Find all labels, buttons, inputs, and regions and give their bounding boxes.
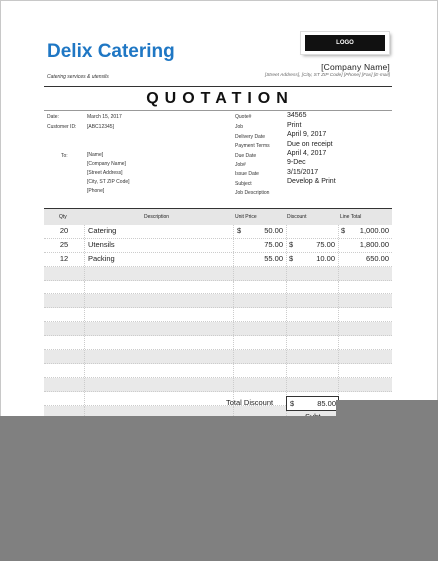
cell-unit-price[interactable] xyxy=(234,281,287,294)
cell-unit-price[interactable] xyxy=(234,267,287,280)
cell-description[interactable] xyxy=(84,392,234,405)
cell-qty[interactable]: 12 xyxy=(44,253,85,266)
cell-line-total xyxy=(338,281,392,294)
cell-unit-price[interactable] xyxy=(234,322,287,335)
currency-symbol: $ xyxy=(289,253,294,263)
cell-line-total xyxy=(338,253,392,266)
unit-price-amount: 55.00 xyxy=(264,253,283,263)
discount-amount: 75.00 xyxy=(316,239,335,249)
line-items-table xyxy=(44,208,392,419)
table-row xyxy=(44,253,392,267)
table-row xyxy=(44,364,392,378)
logo-placeholder xyxy=(301,32,389,54)
subject-label: Subject xyxy=(235,181,252,187)
table-row xyxy=(44,281,392,295)
to-city: [City, ST ZIP Code] xyxy=(87,179,130,185)
table-row xyxy=(44,308,392,322)
cell-line-total xyxy=(338,336,392,349)
cell-description[interactable] xyxy=(84,336,234,349)
job-description-label: Job Description xyxy=(235,190,270,196)
cell-qty[interactable] xyxy=(44,267,85,280)
cell-line-total xyxy=(338,378,392,391)
issue-date-label: Issue Date xyxy=(235,171,259,177)
company-address: [Street Address], [City, ST ZIP Code] [Phone] [Fax] [E-mail] xyxy=(264,73,390,78)
cell-qty[interactable] xyxy=(44,364,85,377)
cell-description[interactable] xyxy=(84,322,234,335)
cell-line-total xyxy=(338,322,392,335)
cell-description[interactable]: Packing xyxy=(84,253,234,266)
header-qty: Qty xyxy=(59,214,67,220)
total-discount-currency: $ xyxy=(290,399,295,408)
total-discount-value: 85.00 xyxy=(317,399,336,408)
cell-qty[interactable] xyxy=(44,350,85,363)
cell-discount[interactable] xyxy=(286,281,339,294)
header-description: Description xyxy=(144,214,170,220)
title-divider xyxy=(44,110,392,111)
cell-description[interactable] xyxy=(84,294,234,307)
cell-qty[interactable] xyxy=(44,378,85,391)
due-date-value: April 4, 2017 xyxy=(287,150,327,157)
cell-line-total xyxy=(338,239,392,252)
document-title: QUOTATION xyxy=(146,90,294,107)
customer-id-label: Customer ID: xyxy=(47,124,77,130)
company-name: [Company Name] xyxy=(321,62,390,72)
currency-symbol: $ xyxy=(341,226,346,235)
cell-description[interactable] xyxy=(84,378,234,391)
to-street: [Street Address] xyxy=(87,170,123,176)
cell-description[interactable]: Utensils xyxy=(84,239,234,252)
cell-qty[interactable]: 20 xyxy=(44,225,85,238)
subject-value: Develop & Print xyxy=(287,178,336,185)
cell-discount[interactable] xyxy=(286,378,339,391)
currency-symbol: $ xyxy=(289,239,294,249)
to-name: [Name] xyxy=(87,152,104,158)
unit-price-amount: 75.00 xyxy=(264,239,283,249)
line-total-amount: 1,800.00 xyxy=(359,239,389,249)
to-phone: [Phone] xyxy=(87,188,105,194)
table-row xyxy=(44,336,392,350)
discount-amount: 10.00 xyxy=(316,253,335,263)
cell-line-total xyxy=(338,267,392,280)
cell-qty[interactable]: 25 xyxy=(44,239,85,252)
table-row xyxy=(44,239,392,253)
line-total-amount: 1,000.00 xyxy=(359,226,389,235)
quote-number-value: 34565 xyxy=(287,112,307,119)
cell-unit-price[interactable] xyxy=(234,225,287,238)
cell-qty[interactable] xyxy=(44,294,85,307)
cell-discount[interactable] xyxy=(286,267,339,280)
date-label: Date: xyxy=(47,114,59,120)
cell-discount[interactable] xyxy=(286,294,339,307)
to-label: To: xyxy=(61,153,68,159)
cell-description[interactable]: Catering xyxy=(84,225,234,238)
cell-discount[interactable] xyxy=(286,322,339,335)
issue-date-value: 3/15/2017 xyxy=(287,169,319,176)
cell-description[interactable] xyxy=(84,350,234,363)
total-discount-field[interactable] xyxy=(286,396,339,411)
job-number-label: Job# xyxy=(235,162,246,168)
cell-qty[interactable] xyxy=(44,281,85,294)
logo-label: LOGO xyxy=(305,35,385,51)
table-row xyxy=(44,322,392,336)
cell-discount[interactable] xyxy=(286,308,339,321)
cell-description[interactable] xyxy=(84,364,234,377)
date-value: March 15, 2017 xyxy=(87,114,122,120)
cell-unit-price[interactable] xyxy=(234,253,287,266)
header-unit-price: Unit Price xyxy=(235,214,257,220)
delivery-date-label: Delivery Date xyxy=(235,134,266,140)
brand-name: Delix Catering xyxy=(47,41,175,62)
table-header xyxy=(44,208,392,225)
header-discount: Discount xyxy=(287,214,307,220)
job-label: Job xyxy=(235,124,244,130)
cell-line-total xyxy=(338,364,392,377)
table-row xyxy=(44,225,392,239)
cell-unit-price[interactable] xyxy=(234,378,287,391)
cell-discount[interactable] xyxy=(286,364,339,377)
header-divider xyxy=(44,86,392,87)
unit-price-amount: 50.00 xyxy=(264,226,283,235)
line-total-amount: 650.00 xyxy=(366,253,389,263)
cell-line-total xyxy=(338,350,392,363)
table-body xyxy=(44,225,392,419)
cell-discount[interactable] xyxy=(286,253,339,266)
cell-line-total xyxy=(338,294,392,307)
cell-discount[interactable] xyxy=(286,350,339,363)
cell-unit-price[interactable] xyxy=(234,308,287,321)
payment-terms-label: Payment Terms xyxy=(235,143,270,149)
cell-line-total xyxy=(338,225,392,238)
customer-id-value: [ABC12345] xyxy=(87,124,114,130)
table-row xyxy=(44,378,392,392)
job-number-value: 9-Dec xyxy=(287,159,306,166)
cell-description[interactable] xyxy=(84,267,234,280)
table-row xyxy=(44,267,392,281)
cell-unit-price[interactable] xyxy=(234,239,287,252)
total-discount-label: Total Discount xyxy=(226,398,274,407)
cell-discount[interactable] xyxy=(286,225,339,238)
gray-overlay xyxy=(0,416,438,561)
cell-description[interactable] xyxy=(84,308,234,321)
cell-discount[interactable] xyxy=(286,239,339,252)
table-row xyxy=(44,294,392,308)
to-company: [Company Name] xyxy=(87,161,126,167)
cell-qty[interactable] xyxy=(44,336,85,349)
cell-qty[interactable] xyxy=(44,392,85,405)
header-line-total: Line Total xyxy=(340,214,362,220)
quote-number-label: Quote# xyxy=(235,114,252,120)
cell-qty[interactable] xyxy=(44,322,85,335)
cell-unit-price[interactable] xyxy=(234,364,287,377)
brand-tagline: Catering services & utensils xyxy=(47,74,109,80)
cell-unit-price[interactable] xyxy=(234,294,287,307)
job-value: Print xyxy=(287,122,302,129)
currency-symbol: $ xyxy=(237,226,242,235)
cell-unit-price[interactable] xyxy=(234,350,287,363)
due-date-label: Due Date xyxy=(235,153,257,159)
table-row xyxy=(44,350,392,364)
cell-line-total xyxy=(338,308,392,321)
cell-qty[interactable] xyxy=(44,308,85,321)
cell-description[interactable] xyxy=(84,281,234,294)
payment-terms-value: Due on receipt xyxy=(287,141,333,148)
delivery-date-value: April 9, 2017 xyxy=(287,131,327,138)
cell-unit-price[interactable] xyxy=(234,336,287,349)
cell-discount[interactable] xyxy=(286,336,339,349)
